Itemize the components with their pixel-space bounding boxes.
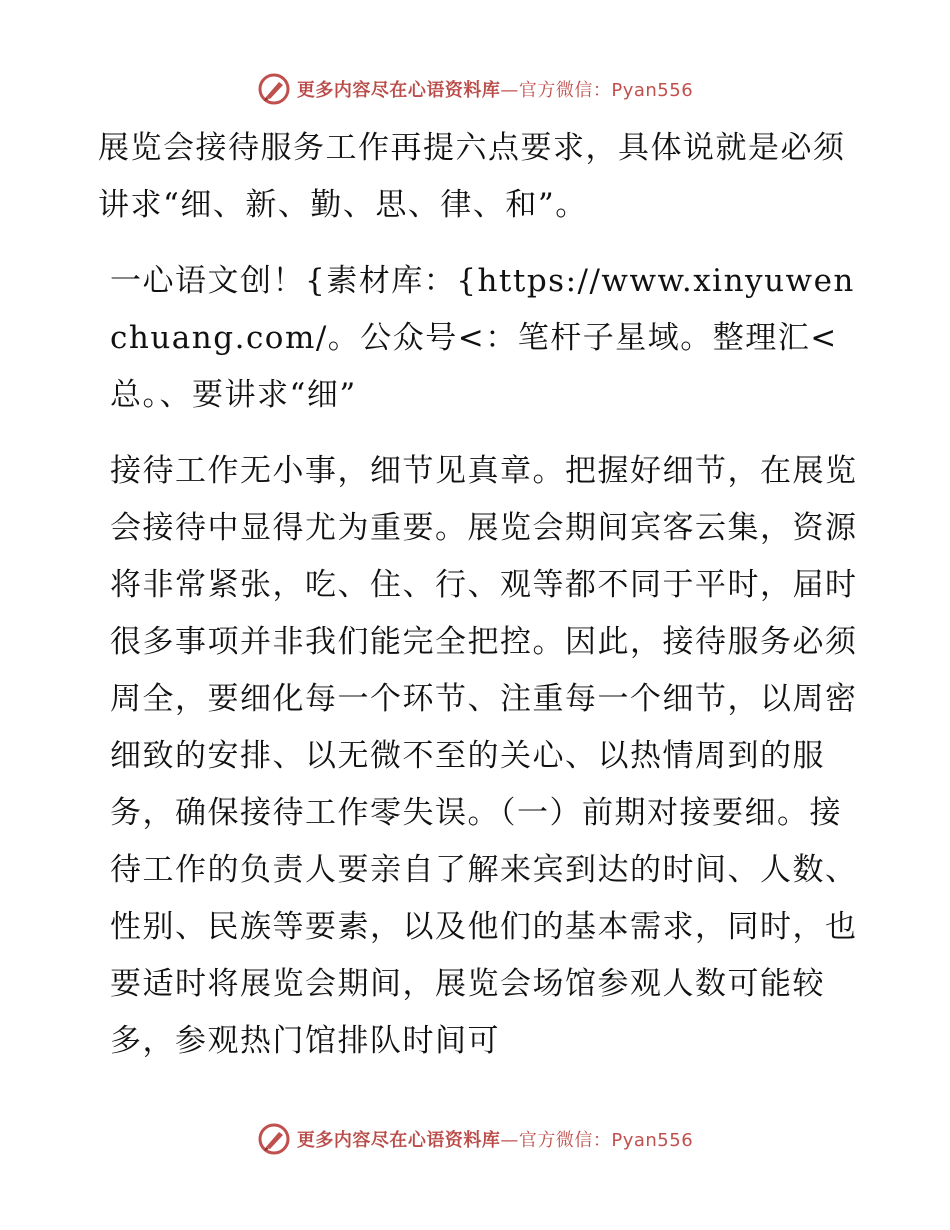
pen-logo-icon [257,1122,291,1156]
document-body [98,120,858,1070]
paragraph-intro: 展览会接待服务工作再提六点要求，具体说就是必须讲求“细、新、勤、思、律、和”。 [98,130,846,223]
footer-watermark [0,1122,950,1156]
header-watermark [0,72,950,106]
pen-logo-icon [257,72,291,106]
watermark-text: 更多内容尽在心语资料库—官方微信：Pyan556 [296,80,694,101]
watermark-text: 更多内容尽在心语资料库—官方微信：Pyan556 [296,1130,694,1151]
paragraph-source: 一心语文创！{素材库：{https://www.xinyuwenchuang.com/。公众号<：笔杆子星域。整理汇<总。、要讲求“细” [110,263,855,413]
paragraph-main: 接待工作无小事，细节见真章。把握好细节，在展览会接待中显得尤为重要。展览会期间宾客云集，资源将非常紧张，吃、住、行、观等都不同于平时，届时很多事项并非我们能完全把控。因此，接待服务必须周全，要细化每一个环节、注重每一个细节，以周密细致的安排、以无微不至的关心、以热情周到的服务，确保接待工作零失误。（一）前期对接要细。接待工作的负责人要亲自了解来宾到达的时间、人数、性别、民族等要素，以及他们的基本需求，同时，也要适时将展览会期间，展览会场馆参观人数可能较多，参观热门馆排队时间可 [110,453,858,1059]
